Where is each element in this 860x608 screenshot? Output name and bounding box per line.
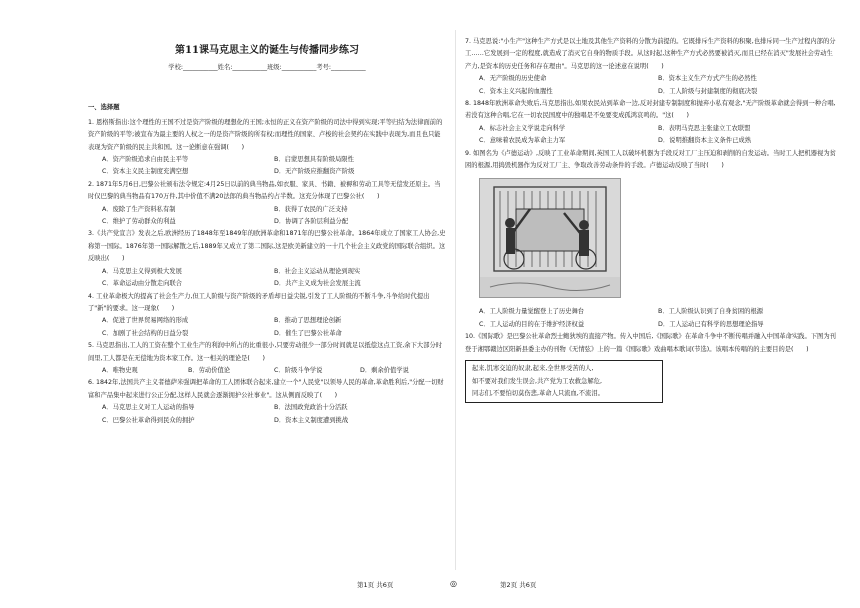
answer-option: C．资本主义兴起的血腥性 [479,87,553,95]
answer-option: B．获得了农民的广泛支持 [274,205,348,213]
lyrics-line: 如不要对我们发生误会,共产党为工农救急解危, [472,377,602,385]
question-item [88,117,446,179]
question-stem: 9. 如图名为《卢德运动》,反映了工业革命期间,英国工人以破坏机器为手段反对工厂主压迫和剥削的自发运动。当时工人把机器视为贫困的根源,用捣毁机器作为反对工厂主、争取改善劳动条件的手段。卢德运动反映了当时( ) [465,149,836,170]
answer-option: A．工人阶级力量觉醒登上了历史舞台 [479,308,585,316]
page-number-right: 第2页 共6页 [500,581,537,589]
question-item [88,340,446,377]
answer-option: D．工人阶级与封建制度的彻底决裂 [658,87,758,95]
page-title: 第11课马克思主义的诞生与传播同步练习 [175,45,359,56]
lyrics-line: 起来,饥寒交迫的奴隶,起来,全世界受苦的人, [472,365,594,373]
page-number-left: 第1页 共6页 [357,581,394,589]
answer-option: C．维护了劳动群众的利益 [102,218,176,226]
answer-option: B．表明马克思主张建立工农联盟 [658,124,751,132]
question-stem: 5. 马克思指出,工人的工资在整个工业生产的利润中所占的比重很小,只要劳动很少一部分时间就足以抵偿这点工资,余下大部分时间里,工人都是在无偿地为资本家工作。这一相关的理论是( ) [88,342,443,362]
answer-option: B．法国政党政治十分活跃 [274,404,348,412]
machine-breaking-engraving [480,179,620,297]
answer-option: A．标志社会主义学说走向科学 [479,124,566,132]
luddite-illustration [479,178,621,298]
page-divider [455,30,456,570]
answer-option: C．意味着农民成为革命主力军 [479,137,566,145]
question-item [88,291,446,341]
answer-option: B．启蒙思想具有阶级局限性 [274,156,354,164]
question-stem: 10.《国际歌》是巴黎公社革命烈士鲍狄埃的直接产物。传入中国后,《国际歌》在革命斗争中不断传唱并融入中国革命实践。下图为刊登于湘鄂赣边区阳新县委主办的刊物《无情弦》上的一篇《国际歌》戏曲唱本歌词(节选)。该唱本传唱的的主要目的是( ) [465,333,836,353]
student-info-line: 学校:___________姓名:___________班级:___________考号:___________ [168,64,366,71]
answer-option: D．工人运动已有科学的思想理论指导 [658,320,764,328]
answer-option: B．资本主义生产方式产生的必然性 [658,75,757,83]
answer-option: C．资本主义民主制度充满空想 [102,168,189,176]
answer-option: D．催生了巴黎公社革命 [274,329,342,337]
answer-option: D．协调了各阶层利益分配 [274,218,349,226]
answer-option: A．马克思主义得到极大发展 [102,267,182,275]
lyrics-box [465,360,663,403]
answer-options [88,365,446,377]
answer-options [465,73,837,98]
answer-option: A．废除了生产资料私有制 [102,205,176,213]
question-item [465,98,837,148]
answer-options [465,306,837,331]
answer-options [88,315,446,340]
page-right [465,36,837,403]
answer-option: B．劳动价值论 [188,366,231,374]
question-item [465,36,837,98]
answer-option: C．加剧了社会结构的日益分裂 [102,329,189,337]
answer-option: D．无产阶级应推翻资产阶级 [274,168,355,176]
question-stem: 8. 1848年欧洲革命失败后,马克思指出,如果农民站到革命一边,反对封建专制制度和抛弃小私有观念,"无产阶级革命就会得到一种合唱,若没有这种合唱,它在一切农民国度中的独唱是不免要变成孤鸿哀鸣的。"这( ) [465,100,836,120]
answer-option: A．唯物史观 [102,366,138,374]
answer-options [88,266,446,291]
answer-option: B．工人阶级认识到了自身贫困的根源 [658,308,764,316]
lyrics-line: 同志们,不要怕切莫伤悲,革命人只流血,不流泪。 [472,389,604,397]
answer-option: A．促进了世界贸易网络的形成 [102,317,189,325]
question-stem: 2. 1871年5月6日,巴黎公社颁布法令规定:4月25日以前的典当物品,如衣服、家具、书籍、被褥和劳动工具等无偿发还原主。当时仅巴黎的典当物品有170万件,其中价值不满20法郎的典当物品约占半数。这充分体现了巴黎公社( ) [88,180,441,201]
question-stem: 6. 1842年,法国共产主义者德萨米强调把革命的工人团体联合起来,建立一个"人民党"以领导人民的革命,革命胜利后,"分配一切财富和产品集中起来进行公正分配,这样人民就会逐渐拥护公社事业"。这从侧面反映了( ) [88,379,444,399]
answer-option: D．剩余价值学说 [360,366,409,374]
answer-option: C．阶级斗争学说 [274,366,323,374]
question-list-right [465,36,837,403]
question-item [465,331,837,356]
question-item [465,148,837,332]
answer-option: B．社会主义运动从理论到现实 [274,267,361,275]
question-item [88,179,446,229]
question-stem: 4. 工业革命极大的提高了社会生产力,但工人阶级与资产阶级的矛盾却日益尖锐,引发了工人阶级的不断斗争,斗争给时代提出了"新"的要求。这一现象( ) [88,292,430,312]
question-stem: 3.《共产党宣言》发表之后,欧洲经历了1848年至1849年的欧洲革命和1871年的巴黎公社革命。1864年成立了国家工人协会,史称第一国际。1876年第一国际解散之后,1889年又成立了第二国际,这是欧美新建立的一十几个社会主义政党的国际联合组织。这反映出( ) [88,230,446,263]
answer-option: A．马克思主义对工人运动的指导 [102,404,195,412]
answer-option: A．资产阶级追求自由民主平等 [102,156,189,164]
answer-option: D．共产主义成为社会发展主流 [274,280,361,288]
question-stem: 7. 马克思说:"小生产"这种生产方式是以土地及其他生产资料的分散为前提的。它既排斥生产资料的积聚,也排斥同一生产过程内部的分工……它发展到一定的程度,就造成了消灭它自身的物质手段。从这时起,这种生产方式必然要被消灭,而且已经在消灭"发展社会劳动生产力,是资本的历史任务和存在理由"。马克思的这一论述意在说明( ) [465,38,836,70]
center-mark-icon: ◎ [450,579,457,588]
page-left [88,36,446,427]
answer-option: A．无产阶级的历史使命 [479,75,547,83]
answer-options [88,154,446,179]
answer-option: B．推动了思想理论创新 [274,317,342,325]
answer-options [88,402,446,427]
answer-option: C．工人运动的目的在于维护经济权益 [479,320,585,328]
answer-option: C．革命运动由分散走向联合 [102,280,182,288]
question-list-left [88,117,446,427]
question-item [88,377,446,427]
question-stem: 1. 恩格斯指出:这个理性的王国不过是资产阶级的理想化的王国;永恒的正义在资产阶级的司法中得到实现;平等归结为法律面前的资产阶级的平等;被宣布为最主要的人权之一的是资产阶级的所有权;而理性的国家、卢梭的社会契约在实践中表现为,而且也只能表现为资产阶级的民主共和国。这一论断意在强调( ) [88,118,443,151]
answer-option: D．资本主义制度遭到挑战 [274,416,349,424]
answer-options [88,204,446,229]
answer-option: D．说明推翻资本主义条件已成熟 [658,137,752,145]
answer-options [465,123,837,148]
section-heading: 一、选择题 [88,104,120,112]
question-item [88,228,446,290]
answer-option: C．巴黎公社革命得到民众的拥护 [102,416,195,424]
